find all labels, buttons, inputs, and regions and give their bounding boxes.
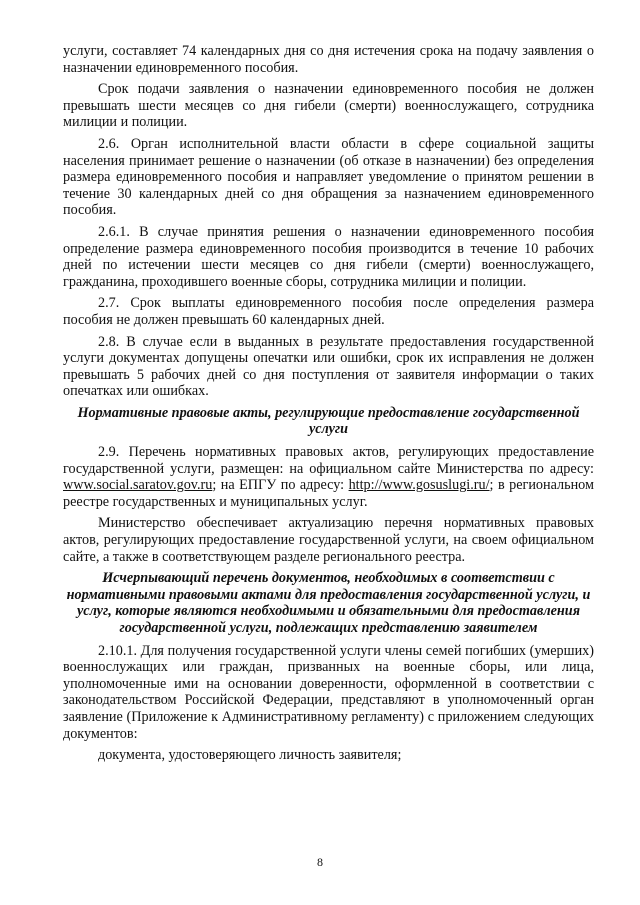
paragraph-2-9-text-b: ; на ЕПГУ по адресу: <box>212 477 349 494</box>
paragraph-2-9-text-c: ; в региональном реестре государственных и муниципальных услуг. <box>63 477 594 510</box>
paragraph-2-9 <box>63 444 594 510</box>
paragraph-2-7: 2.7. Срок выплаты единовременного пособия после определения размера пособия не должен превышать 60 календарных дней. <box>63 295 594 328</box>
ministry-site-link[interactable]: www.social.saratov.gov.ru <box>63 477 213 494</box>
paragraph-2-6-1: 2.6.1. В случае принятия решения о назначении единовременного пособия определение размера единовременного пособия производится в течение 10 рабочих дней по истечении шести месяцев со дня гибели (смерти) военнослужащего, гражданина, проходившего военные сборы, сотрудника милиции и полиции. <box>63 223 594 290</box>
paragraph-ministry-updates: Министерство обеспечивает актуализацию перечня нормативных правовых актов, регулирующих предоставление государственной услуги, на своем официальном сайте, а также в соответствующем разделе регионального реестра. <box>63 515 594 565</box>
paragraph-2-8: 2.8. В случае если в выданных в результате предоставления государственной услуги документах допущены опечатки или ошибки, срок их исправления не должен превышать 5 рабочих дней со дня поступления от заявителя информации о таких опечатках или ошибках. <box>63 333 594 400</box>
paragraph-document-item: документа, удостоверяющего личность заявителя; <box>98 747 402 764</box>
section-heading-legal-acts: Нормативные правовые акты, регулирующие предоставление государственной услуги <box>77 404 580 438</box>
gosuslugi-link[interactable]: http://www.gosuslugi.ru/ <box>348 477 490 494</box>
paragraph-2-6: 2.6. Орган исполнительной власти области в сфере социальной защиты населения принимает решение о назначении (об отказе в назначении) без определения размера единовременного пособия и направляет уведомление о принятом решении в течение 30 календарных дней со дня обращения за назначением единовременного пособия. <box>63 135 594 219</box>
paragraph-continuation: услуги, составляет 74 календарных дня со дня истечения срока на подачу заявления о назначении единовременного пособия. <box>63 43 594 76</box>
document-body <box>63 43 594 769</box>
page-number: 8 <box>317 855 323 869</box>
paragraph-deadline: Срок подачи заявления о назначении единовременного пособия не должен превышать шести месяцев со дня гибели (смерти) военнослужащего, сотрудника милиции и полиции. <box>63 81 594 131</box>
section-heading-documents: Исчерпывающий перечень документов, необходимых в соответствии с нормативными правовыми актами для предоставления государственной услуги, и услуг, которые являются необходимыми и обязательными для предоставления государственной услуги, подлежащих представлению заявителем <box>66 570 591 636</box>
paragraph-2-10-1: 2.10.1. Для получения государственной услуги члены семей погибших (умерших) военнослужащих или граждан, призванных на военные сборы, или лица, уполномоченные ими на основании доверенности, оформленной в соответствии с законодательством Российской Федерации, представляют в уполномоченный орган заявление (Приложение к Административному регламенту) с приложением следующих документов: <box>63 642 594 742</box>
paragraph-2-9-text-a: 2.9. Перечень нормативных правовых актов, регулирующих предоставление государственной услуги, размещен: на официальном сайте Министерства по адресу: <box>63 444 594 477</box>
